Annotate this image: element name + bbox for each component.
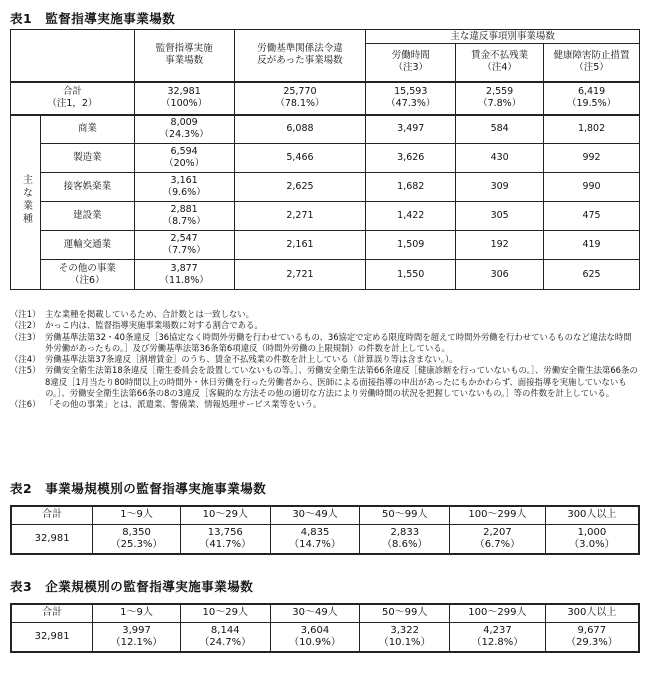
- cell-value: 3,604 （10.9%）: [270, 622, 360, 652]
- note-item: [10, 320, 640, 331]
- total-label: 合計 （注1，2）: [11, 82, 135, 115]
- row-violations: 6,088: [234, 115, 366, 144]
- row-hours: 1,550: [366, 260, 456, 290]
- row-wages: 584: [456, 115, 544, 144]
- row-name: 接客娯楽業: [40, 173, 134, 202]
- row-inspected: 3,161 （9.6%）: [134, 173, 234, 202]
- total-row: [11, 82, 640, 115]
- note-text: かっこ内は、監督指導実施事業場数に対する割合である。: [45, 320, 263, 331]
- row-health: 1,802: [544, 115, 640, 144]
- note-label: （注6）: [10, 399, 41, 410]
- cell-value: 1,000 （3.0%）: [545, 524, 639, 554]
- row-name: その他の事業 （注6）: [40, 260, 134, 290]
- cell-value: 8,144 （24.7%）: [180, 622, 270, 652]
- row-name: 運輸交通業: [40, 231, 134, 260]
- cell-value: 4,237 （12.8%）: [450, 622, 546, 652]
- note-text: 労働安全衛生法第18条違反［衛生委員会を設置していないもの等。］、労働安全衛生法第66条違反［健康診断を行っていないもの。］、労働安全衛生法第66条の8違反［1月当たり80時間以上の時間外・休日労働を行った労働者から、医師による面接指導の申出があったにもかかわらず、面接指導を実施していないもの。］、労働安全衛生法第66条の8の3違反［客観的な方法その他の適切な方法により労働時間の状況を把握していないもの。］等の件数を計上している。: [45, 365, 638, 399]
- row-wages: 309: [456, 173, 544, 202]
- table1-inspections: [10, 29, 640, 290]
- cell-value: 9,677 （29.3%）: [545, 622, 639, 652]
- row-violations: 2,625: [234, 173, 366, 202]
- cell-value: 13,756 （41.7%）: [180, 524, 270, 554]
- table3-company-size: [10, 603, 640, 653]
- header-size: 50～99人: [360, 506, 450, 524]
- note-text: 労働基準法第32・40条違反［36協定なく時間外労働を行わせているもの、36協定で定める限度時間を超えて時間外労働を行わせているものなど違法な時間外労働があったもの。］及び労働基準法第36条第6項違反（時間外労働の上限規制）の件数を計上している。: [45, 331, 632, 353]
- table3-title: 表3 企業規模別の監督指導実施事業場数: [10, 579, 254, 594]
- group-label: 主な業種: [20, 174, 32, 227]
- header-size: 300人以上: [545, 506, 639, 524]
- header-size: 30～49人: [270, 604, 360, 622]
- row-name: 建設業: [40, 202, 134, 231]
- header-violations: 労働基準関係法令違 反があった事業場数: [234, 30, 366, 82]
- header-size: 100～299人: [450, 506, 546, 524]
- row-wages: 306: [456, 260, 544, 290]
- row-health: 475: [544, 202, 640, 231]
- note-text: 「その他の事業」とは、派遣業、警備業、情報処理サービス業等をいう。: [45, 399, 322, 410]
- table-row: [11, 202, 640, 231]
- header-inspected: 監督指導実施 事業場数: [134, 30, 234, 82]
- note-text: 労働基準法第37条違反［割増賃金］のうち、賃金不払残業の件数を計上している（計算誤り等は含まない。）。: [45, 354, 458, 365]
- row-wages: 192: [456, 231, 544, 260]
- header-size: 10～29人: [180, 506, 270, 524]
- cell-value: 8,350 （25.3%）: [93, 524, 181, 554]
- note-label: （注3）: [10, 331, 41, 342]
- header-size: 300人以上: [545, 604, 639, 622]
- note-label: （注5）: [10, 365, 41, 376]
- note-label: （注2）: [10, 320, 41, 331]
- row-health: 992: [544, 144, 640, 173]
- header-size: 1～9人: [93, 506, 181, 524]
- header-size: 50～99人: [360, 604, 450, 622]
- cell-value: 2,833 （8.6%）: [360, 524, 450, 554]
- row-health: 990: [544, 173, 640, 202]
- header-hours: 労働時間 （注3）: [366, 44, 456, 82]
- notes: [10, 309, 640, 411]
- cell-value: 4,835 （14.7%）: [270, 524, 360, 554]
- row-hours: 3,626: [366, 144, 456, 173]
- row-hours: 1,422: [366, 202, 456, 231]
- table-row: [11, 144, 640, 173]
- total-inspected: 32,981 （100%）: [134, 82, 234, 115]
- total-health: 6,419 （19.5%）: [544, 82, 640, 115]
- table2-establishment-size: [10, 505, 640, 555]
- row-inspected: 8,009 （24.3%）: [134, 115, 234, 144]
- row-health: 419: [544, 231, 640, 260]
- row-hours: 1,509: [366, 231, 456, 260]
- note-label: （注4）: [10, 354, 41, 365]
- row-violations: 2,161: [234, 231, 366, 260]
- table-row: [11, 173, 640, 202]
- row-violations: 5,466: [234, 144, 366, 173]
- header-wages: 賃金不払残業 （注4）: [456, 44, 544, 82]
- note-text: 主な業種を掲載しているため、合計数とは一致しない。: [45, 309, 255, 319]
- note-item: [10, 332, 640, 355]
- row-hours: 1,682: [366, 173, 456, 202]
- total-violations: 25,770 （78.1%）: [234, 82, 366, 115]
- table-row: [11, 115, 640, 144]
- row-wages: 430: [456, 144, 544, 173]
- cell-total: 32,981: [11, 524, 93, 554]
- header-size: 100～299人: [450, 604, 546, 622]
- header-size: 30～49人: [270, 506, 360, 524]
- row-inspected: 3,877 （11.8%）: [134, 260, 234, 290]
- note-item: [10, 365, 640, 399]
- row-name: 商業: [40, 115, 134, 144]
- row-violations: 2,271: [234, 202, 366, 231]
- table-row: [11, 231, 640, 260]
- cell-total: 32,981: [11, 622, 93, 652]
- cell-value: 3,997 （12.1%）: [93, 622, 181, 652]
- table-row: [11, 260, 640, 290]
- note-item: [10, 399, 640, 410]
- note-item: [10, 309, 640, 320]
- row-wages: 305: [456, 202, 544, 231]
- header-main-violations: 主な違反事項別事業場数: [366, 30, 640, 44]
- header-size: 1～9人: [93, 604, 181, 622]
- note-item: [10, 354, 640, 365]
- row-hours: 3,497: [366, 115, 456, 144]
- header-health: 健康障害防止措置 （注5）: [544, 44, 640, 82]
- total-hours: 15,593 （47.3%）: [366, 82, 456, 115]
- header-size: 10～29人: [180, 604, 270, 622]
- cell-value: 2,207 （6.7%）: [450, 524, 546, 554]
- row-inspected: 2,547 （7.7%）: [134, 231, 234, 260]
- row-inspected: 6,594 （20%）: [134, 144, 234, 173]
- row-violations: 2,721: [234, 260, 366, 290]
- cell-value: 3,322 （10.1%）: [360, 622, 450, 652]
- total-wages: 2,559 （7.8%）: [456, 82, 544, 115]
- table2-title: 表2 事業場規模別の監督指導実施事業場数: [10, 481, 267, 496]
- row-name: 製造業: [40, 144, 134, 173]
- header-total: 合計: [11, 506, 93, 524]
- header-total: 合計: [11, 604, 93, 622]
- row-inspected: 2,881 （8.7%）: [134, 202, 234, 231]
- table1-title: 表1 監督指導実施事業場数: [10, 11, 176, 26]
- note-label: （注1）: [10, 309, 41, 319]
- row-health: 625: [544, 260, 640, 290]
